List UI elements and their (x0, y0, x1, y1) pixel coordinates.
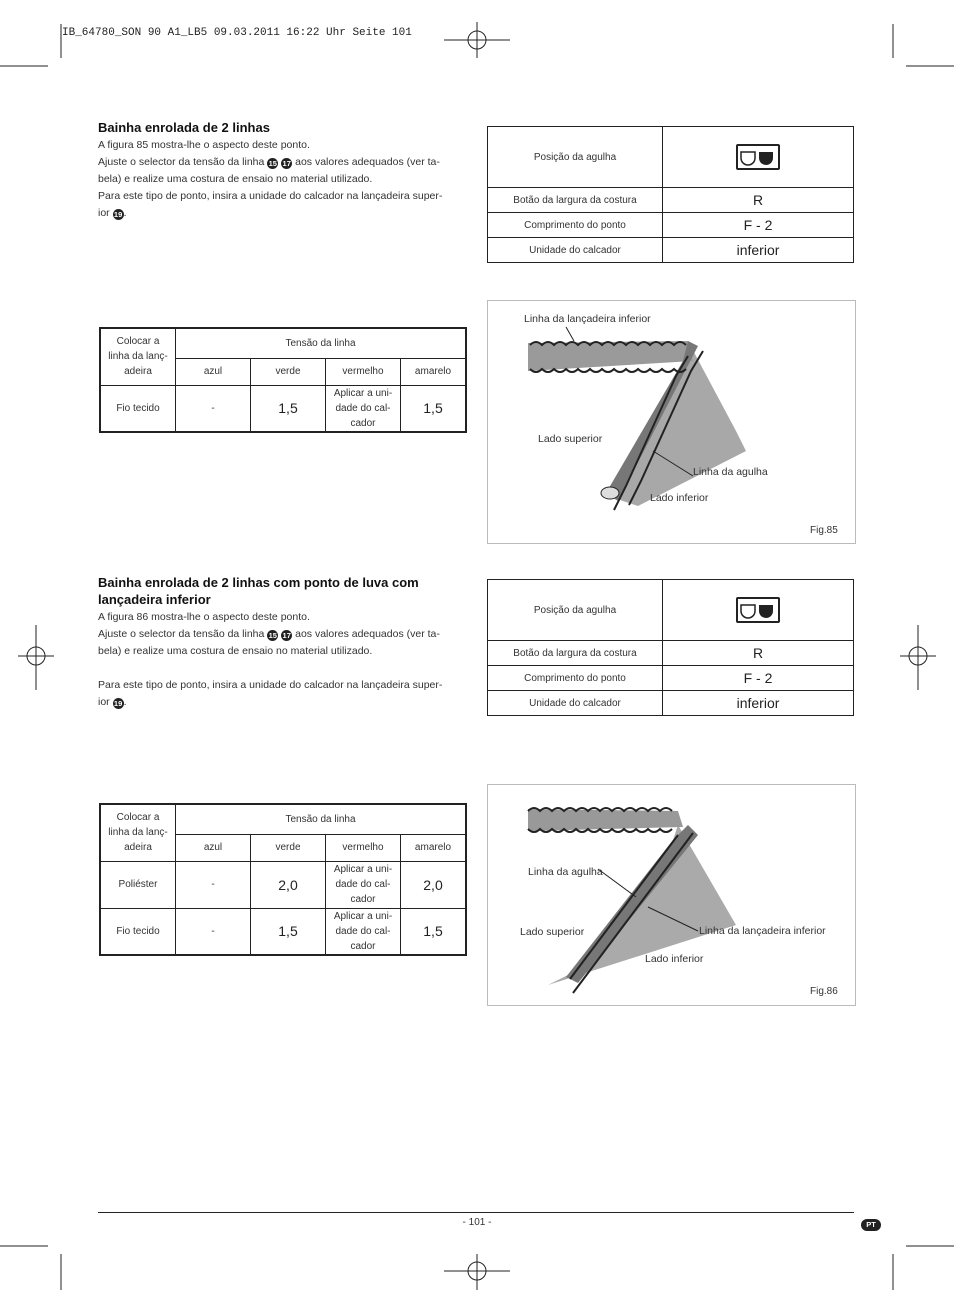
table-row (100, 385, 466, 432)
tension-azul: - (176, 861, 251, 908)
needle-position-value (663, 580, 854, 641)
figure-label: Linha da lançadeira inferior (524, 313, 651, 325)
instruction-line: bela) e realize uma costura de ensaio no material utilizado. (98, 173, 373, 185)
figure-label: Linha da agulha (528, 866, 603, 878)
tension-group-header: Tensão da linha (176, 804, 467, 834)
tension-verde: 1,5 (251, 385, 326, 432)
figure-label: Lado inferior (645, 953, 704, 965)
part-number-badge: 19 (113, 210, 123, 219)
color-header-azul: azul (176, 834, 251, 861)
thread-tension-table (99, 803, 467, 956)
page-number: - 101 - (462, 1217, 492, 1228)
color-header-verde: verde (251, 834, 326, 861)
stitch-length-label: Comprimento do ponto (488, 666, 663, 691)
needle-position-icon (736, 144, 780, 170)
stitch-illustration (488, 301, 855, 543)
part-number-badge: 15 (268, 631, 277, 640)
presser-unit-label: Unidade do calcador (488, 238, 663, 263)
thread-tension-table (99, 327, 467, 433)
stitch-illustration (488, 785, 855, 1005)
tension-amarelo: 1,5 (401, 385, 467, 432)
settings-table (487, 579, 854, 716)
figure-85 (487, 300, 856, 544)
stitch-length-value: F - 2 (663, 213, 854, 238)
instruction-line: ior 19. (98, 207, 127, 219)
thread-type: Poliéster (100, 861, 176, 908)
figure-label: Lado superior (538, 433, 603, 445)
instruction-line: bela) e realize uma costura de ensaio no material utilizado. (98, 645, 373, 657)
instruction-line: Ajuste o selector da tensão da linha 15 17 aos valores adequados (ver ta- (98, 156, 440, 168)
tension-azul: - (176, 385, 251, 432)
footer-rule (98, 1212, 854, 1213)
section-instructions (98, 137, 470, 222)
figure-label: Lado inferior (650, 492, 709, 504)
part-number-badge: 15 (268, 159, 277, 168)
needle-position-label: Posição da agulha (488, 127, 663, 188)
tension-verde: 2,0 (251, 861, 326, 908)
color-header-amarelo: amarelo (401, 834, 467, 861)
figure-caption: Fig.86 (810, 986, 838, 997)
part-number-badge: 17 (282, 631, 291, 640)
section-title: Bainha enrolada de 2 linhas (98, 120, 270, 135)
presser-unit-value: inferior (663, 238, 854, 263)
needle-position-icon (736, 597, 780, 623)
section-instructions (98, 609, 470, 711)
presser-unit-value: inferior (663, 691, 854, 716)
instruction-line: A figura 86 mostra-lhe o aspecto deste ponto. (98, 611, 310, 623)
tension-azul: - (176, 908, 251, 955)
tension-vermelho: Aplicar a uni- dade do cal- cador (326, 908, 401, 955)
table-row (100, 908, 466, 955)
stitch-width-label: Botão da largura da costura (488, 641, 663, 666)
instruction-line: A figura 85 mostra-lhe o aspecto deste ponto. (98, 139, 310, 151)
color-header-vermelho: vermelho (326, 358, 401, 385)
color-header-amarelo: amarelo (401, 358, 467, 385)
thread-header-cell: Colocar a linha da lanç- adeira (100, 328, 176, 385)
thread-header-cell: Colocar a linha da lanç- adeira (100, 804, 176, 861)
tension-amarelo: 1,5 (401, 908, 467, 955)
presser-unit-label: Unidade do calcador (488, 691, 663, 716)
needle-position-label: Posição da agulha (488, 580, 663, 641)
figure-86 (487, 784, 856, 1006)
stitch-width-value: R (663, 188, 854, 213)
tension-amarelo: 2,0 (401, 861, 467, 908)
tension-vermelho: Aplicar a uni- dade do cal- cador (326, 385, 401, 432)
part-number-badge: 19 (113, 699, 123, 708)
color-header-vermelho: vermelho (326, 834, 401, 861)
instruction-line: Ajuste o selector da tensão da linha 15 17 aos valores adequados (ver ta- (98, 628, 440, 640)
settings-table (487, 126, 854, 263)
table-row (100, 861, 466, 908)
color-header-verde: verde (251, 358, 326, 385)
figure-caption: Fig.85 (810, 525, 838, 536)
needle-position-value (663, 127, 854, 188)
section-title: Bainha enrolada de 2 linhas com ponto de luva com lançadeira inferior (98, 575, 419, 607)
file-info-line: IB_64780_SON 90 A1_LB5 09.03.2011 16:22 Uhr Seite 101 (62, 27, 412, 39)
instruction-line: ior 19. (98, 696, 127, 708)
instruction-line: Para este tipo de ponto, insira a unidade do calcador na lançadeira super- (98, 190, 443, 202)
figure-label: Lado superior (520, 926, 585, 938)
tension-vermelho: Aplicar a uni- dade do cal- cador (326, 861, 401, 908)
instruction-line: Para este tipo de ponto, insira a unidade do calcador na lançadeira super- (98, 679, 443, 691)
part-number-badge: 17 (282, 159, 291, 168)
figure-label: Linha da agulha (693, 466, 768, 478)
tension-group-header: Tensão da linha (176, 328, 467, 358)
color-header-azul: azul (176, 358, 251, 385)
language-badge: PT (861, 1219, 881, 1231)
figure-label: Linha da lançadeira inferior (699, 925, 826, 937)
thread-type: Fio tecido (100, 385, 176, 432)
stitch-length-value: F - 2 (663, 666, 854, 691)
tension-verde: 1,5 (251, 908, 326, 955)
stitch-width-value: R (663, 641, 854, 666)
stitch-width-label: Botão da largura da costura (488, 188, 663, 213)
thread-type: Fio tecido (100, 908, 176, 955)
stitch-length-label: Comprimento do ponto (488, 213, 663, 238)
